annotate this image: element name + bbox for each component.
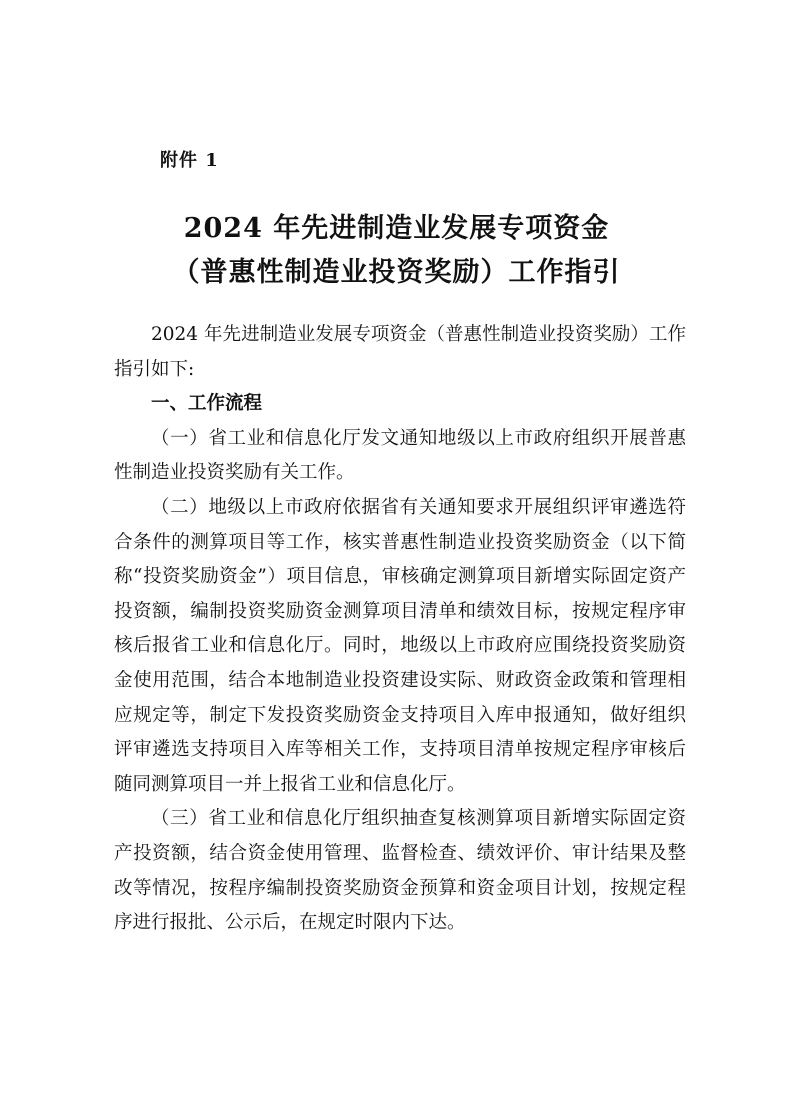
attachment-label: 附件 1: [160, 150, 219, 171]
paragraph-1: （一）省工业和信息化厅发文通知地级以上市政府组织开展普惠性制造业投资奖励有关工作。: [114, 427, 686, 484]
intro-paragraph: 2024 年先进制造业发展专项资金（普惠性制造业投资奖励）工作指引如下:: [114, 324, 686, 380]
paragraph-2: （二）地级以上市政府依据省有关通知要求开展组织评审遴选符合条件的测算项目等工作，核实普惠性制造业投资奖励资金（以下简称“投资奖励资金”）项目信息，审核确定测算项目新增实际固定资产投资额，编制投资奖励资金测算项目清单和绩效目标，按规定程序审核后报省工业和信息化厅。同时，地级以上市政府应围绕投资奖励资金使用范围，结合本地制造业投资建设实际、财政资金政策和管理相应规定等，制定下发投资奖励资金支持项目入库申报通知，做好组织评审遴选支持项目入库等相关工作，支持项目清单按规定程序审核后随同测算项目一并上报省工业和信息化厅。: [114, 496, 686, 795]
section-heading-workflow: 一、工作流程: [151, 393, 263, 415]
document-title-line-2: （普惠性制造业投资奖励）工作指引: [172, 257, 621, 288]
document-title-line-1: 2024 年先进制造业发展专项资金: [183, 213, 610, 244]
document-body: [114, 318, 686, 941]
paragraph-3: （三）省工业和信息化厅组织抽查复核测算项目新增实际固定资产投资额，结合资金使用管理、监督检查、绩效评价、审计结果及整改等情况，按程序编制投资奖励资金预算和资金项目计划，按规定程序进行报批、公示后，在规定时限内下达。: [114, 808, 686, 934]
